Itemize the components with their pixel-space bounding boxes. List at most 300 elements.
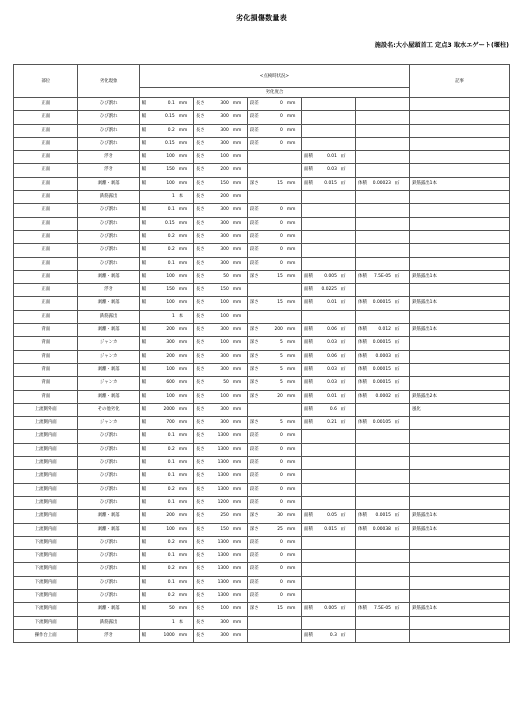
depth-label: 深さ — [247, 510, 257, 523]
width-unit: mm — [178, 284, 194, 297]
volume-value — [366, 403, 394, 416]
part-cell: 正面 — [14, 164, 78, 177]
area-value — [312, 496, 340, 509]
width-value: 700 — [150, 417, 178, 430]
width-unit: mm — [178, 177, 194, 190]
length-unit: mm — [232, 177, 248, 190]
area-unit — [340, 536, 356, 549]
area-unit: ㎡ — [340, 270, 356, 283]
depth-value: 15 — [258, 177, 286, 190]
depth-value: 0 — [258, 204, 286, 217]
length-unit: mm — [232, 257, 248, 270]
depth-unit: mm — [286, 457, 302, 470]
depth-unit: mm — [286, 390, 302, 403]
volume-unit — [394, 430, 410, 443]
table-row — [14, 124, 510, 137]
part-cell: 正面 — [14, 310, 78, 323]
area-value: 0.005 — [312, 603, 340, 616]
depth-label: 段差 — [247, 576, 257, 589]
volume-label: 体積 — [355, 270, 365, 283]
length-label: 長さ — [193, 124, 203, 137]
length-label: 長さ — [193, 470, 203, 483]
depth-label: 深さ — [247, 523, 257, 536]
volume-value — [366, 457, 394, 470]
width-value: 100 — [150, 297, 178, 310]
depth-label: 段差 — [247, 563, 257, 576]
table-row — [14, 457, 510, 470]
length-value: 300 — [204, 98, 232, 111]
remarks-cell — [410, 217, 510, 230]
width-label: 幅 — [139, 510, 149, 523]
width-unit: mm — [178, 111, 194, 124]
length-value: 300 — [204, 244, 232, 257]
part-cell: 下流側内面 — [14, 550, 78, 563]
damage-quantity-table — [13, 64, 510, 643]
volume-value — [366, 257, 394, 270]
table-row — [14, 297, 510, 310]
remarks-cell: 鉄筋露出1本 — [410, 270, 510, 283]
length-unit: mm — [232, 390, 248, 403]
area-value — [312, 98, 340, 111]
table-row — [14, 417, 510, 430]
remarks-cell: 鉄筋露出1本 — [410, 297, 510, 310]
area-unit: ㎡ — [340, 629, 356, 642]
table-row — [14, 496, 510, 509]
phenomenon-cell: ひび割れ — [78, 483, 139, 496]
width-label: 幅 — [139, 457, 149, 470]
length-label: 長さ — [193, 589, 203, 602]
depth-value: 0 — [258, 124, 286, 137]
area-unit: ㎡ — [340, 151, 356, 164]
length-label: 長さ — [193, 284, 203, 297]
remarks-cell — [410, 337, 510, 350]
length-value: 100 — [204, 337, 232, 350]
part-cell: 上流側外面 — [14, 403, 78, 416]
area-value: 0.015 — [312, 523, 340, 536]
width-label: 幅 — [139, 244, 149, 257]
depth-value: 0 — [258, 563, 286, 576]
table-row — [14, 443, 510, 456]
table-row — [14, 284, 510, 297]
depth-label: 段差 — [247, 457, 257, 470]
area-label: 面積 — [301, 363, 311, 376]
length-label: 長さ — [193, 350, 203, 363]
remarks-cell: 鉄筋露出1本 — [410, 324, 510, 337]
area-label — [301, 204, 311, 217]
volume-value — [366, 111, 394, 124]
length-label: 長さ — [193, 483, 203, 496]
depth-unit: mm — [286, 324, 302, 337]
volume-unit: ㎥ — [394, 417, 410, 430]
width-unit: mm — [178, 496, 194, 509]
volume-value: 7.5E-05 — [366, 603, 394, 616]
volume-value — [366, 164, 394, 177]
phenomenon-cell: ひび割れ — [78, 111, 139, 124]
width-value: 600 — [150, 377, 178, 390]
depth-value: 0 — [258, 111, 286, 124]
part-cell: 正面 — [14, 257, 78, 270]
width-value: 0.1 — [150, 576, 178, 589]
area-value: 0.03 — [312, 337, 340, 350]
volume-value — [366, 589, 394, 602]
width-value: 100 — [150, 523, 178, 536]
header-degree: 劣化度合 — [139, 88, 409, 98]
width-label: 幅 — [139, 536, 149, 549]
volume-unit — [394, 589, 410, 602]
area-value — [312, 616, 340, 629]
length-value: 150 — [204, 523, 232, 536]
length-unit: mm — [232, 284, 248, 297]
volume-value: 0.00015 — [366, 337, 394, 350]
table-row — [14, 98, 510, 111]
volume-value: 7.5E-05 — [366, 270, 394, 283]
width-unit: mm — [178, 164, 194, 177]
depth-value — [258, 629, 286, 642]
remarks-cell: 鉄筋露出1本 — [410, 523, 510, 536]
depth-value: 25 — [258, 523, 286, 536]
width-label — [139, 310, 149, 323]
length-label: 長さ — [193, 177, 203, 190]
width-value: 50 — [150, 603, 178, 616]
length-unit: mm — [232, 230, 248, 243]
area-label — [301, 443, 311, 456]
depth-value: 0 — [258, 257, 286, 270]
length-value: 100 — [204, 390, 232, 403]
table-row — [14, 629, 510, 642]
volume-label: 体積 — [355, 390, 365, 403]
depth-value: 0 — [258, 457, 286, 470]
area-label — [301, 470, 311, 483]
area-label — [301, 576, 311, 589]
part-cell: 下流側内面 — [14, 616, 78, 629]
area-unit — [340, 496, 356, 509]
table-row — [14, 536, 510, 549]
width-label: 幅 — [139, 350, 149, 363]
volume-unit — [394, 191, 410, 204]
width-unit: 本 — [178, 191, 194, 204]
header-part: 部位 — [14, 65, 78, 98]
depth-value: 0 — [258, 589, 286, 602]
length-unit: mm — [232, 363, 248, 376]
volume-label — [355, 496, 365, 509]
part-cell: 背面 — [14, 350, 78, 363]
area-label — [301, 217, 311, 230]
width-label: 幅 — [139, 390, 149, 403]
phenomenon-cell: ジャンカ — [78, 417, 139, 430]
table-row — [14, 257, 510, 270]
width-label: 幅 — [139, 111, 149, 124]
part-cell: 正面 — [14, 284, 78, 297]
length-label: 長さ — [193, 457, 203, 470]
volume-unit — [394, 124, 410, 137]
volume-unit — [394, 230, 410, 243]
length-label: 長さ — [193, 337, 203, 350]
depth-unit — [286, 629, 302, 642]
width-value: 200 — [150, 350, 178, 363]
depth-unit: mm — [286, 523, 302, 536]
width-label: 幅 — [139, 230, 149, 243]
table-row — [14, 390, 510, 403]
width-label: 幅 — [139, 377, 149, 390]
length-label: 長さ — [193, 217, 203, 230]
length-value: 300 — [204, 403, 232, 416]
phenomenon-cell: ひび割れ — [78, 217, 139, 230]
volume-unit — [394, 483, 410, 496]
width-value: 0.2 — [150, 443, 178, 456]
part-cell: 背面 — [14, 324, 78, 337]
part-cell: 正面 — [14, 151, 78, 164]
area-unit — [340, 430, 356, 443]
volume-unit: ㎥ — [394, 523, 410, 536]
depth-unit: mm — [286, 363, 302, 376]
volume-unit — [394, 310, 410, 323]
volume-value — [366, 204, 394, 217]
length-unit: mm — [232, 483, 248, 496]
depth-label: 深さ — [247, 377, 257, 390]
volume-label — [355, 563, 365, 576]
volume-value — [366, 496, 394, 509]
phenomenon-cell: ひび割れ — [78, 536, 139, 549]
area-label — [301, 483, 311, 496]
length-unit: mm — [232, 496, 248, 509]
volume-label — [355, 589, 365, 602]
volume-unit: ㎥ — [394, 270, 410, 283]
area-unit: ㎡ — [340, 403, 356, 416]
phenomenon-cell: 剥離・剥落 — [78, 390, 139, 403]
table-row — [14, 324, 510, 337]
length-label: 長さ — [193, 310, 203, 323]
area-value: 0.6 — [312, 403, 340, 416]
length-value: 1300 — [204, 443, 232, 456]
area-label: 面積 — [301, 284, 311, 297]
depth-label: 段差 — [247, 124, 257, 137]
length-value: 100 — [204, 603, 232, 616]
depth-value: 15 — [258, 270, 286, 283]
table-row — [14, 523, 510, 536]
volume-value — [366, 629, 394, 642]
remarks-cell: 鉄筋露出1本 — [410, 510, 510, 523]
table-row — [14, 350, 510, 363]
length-unit: mm — [232, 550, 248, 563]
length-unit: mm — [232, 576, 248, 589]
depth-label — [247, 151, 257, 164]
volume-label — [355, 98, 365, 111]
phenomenon-cell: ひび割れ — [78, 244, 139, 257]
width-unit: mm — [178, 151, 194, 164]
depth-value: 0 — [258, 496, 286, 509]
volume-value: 0.00038 — [366, 523, 394, 536]
phenomenon-cell: その他劣化 — [78, 403, 139, 416]
table-row — [14, 483, 510, 496]
width-unit: mm — [178, 457, 194, 470]
area-unit — [340, 124, 356, 137]
volume-value: 0.00015 — [366, 377, 394, 390]
width-value: 0.2 — [150, 589, 178, 602]
remarks-cell — [410, 350, 510, 363]
depth-value: 30 — [258, 510, 286, 523]
volume-label — [355, 151, 365, 164]
depth-label — [247, 616, 257, 629]
width-value: 150 — [150, 284, 178, 297]
phenomenon-cell: ひび割れ — [78, 230, 139, 243]
length-label: 長さ — [193, 523, 203, 536]
depth-value: 5 — [258, 377, 286, 390]
depth-unit: mm — [286, 337, 302, 350]
length-unit: mm — [232, 297, 248, 310]
depth-label: 段差 — [247, 589, 257, 602]
length-value: 300 — [204, 111, 232, 124]
area-unit: ㎡ — [340, 417, 356, 430]
width-unit: mm — [178, 377, 194, 390]
depth-value: 5 — [258, 337, 286, 350]
area-label: 面積 — [301, 151, 311, 164]
depth-label: 深さ — [247, 390, 257, 403]
volume-value: 0.0002 — [366, 390, 394, 403]
area-unit — [340, 310, 356, 323]
length-value: 300 — [204, 204, 232, 217]
length-unit: mm — [232, 137, 248, 150]
depth-unit: mm — [286, 483, 302, 496]
volume-unit — [394, 616, 410, 629]
volume-value: 0.00023 — [366, 177, 394, 190]
area-unit: ㎡ — [340, 284, 356, 297]
phenomenon-cell: ひび割れ — [78, 124, 139, 137]
width-label: 幅 — [139, 603, 149, 616]
depth-unit — [286, 616, 302, 629]
width-unit: mm — [178, 217, 194, 230]
length-unit: mm — [232, 98, 248, 111]
part-cell: 上流側内面 — [14, 510, 78, 523]
width-value: 0.1 — [150, 550, 178, 563]
phenomenon-cell: 浮き — [78, 164, 139, 177]
area-unit — [340, 443, 356, 456]
width-value: 0.15 — [150, 111, 178, 124]
area-unit — [340, 576, 356, 589]
length-label: 長さ — [193, 363, 203, 376]
width-value: 0.2 — [150, 563, 178, 576]
width-unit: mm — [178, 510, 194, 523]
volume-value — [366, 98, 394, 111]
width-label: 幅 — [139, 284, 149, 297]
length-label: 長さ — [193, 164, 203, 177]
volume-unit: ㎥ — [394, 337, 410, 350]
length-unit: mm — [232, 217, 248, 230]
depth-unit: mm — [286, 470, 302, 483]
part-cell: 背面 — [14, 363, 78, 376]
volume-value: 0.00105 — [366, 417, 394, 430]
volume-label — [355, 111, 365, 124]
remarks-cell — [410, 98, 510, 111]
width-value: 100 — [150, 151, 178, 164]
length-value: 300 — [204, 363, 232, 376]
length-value: 100 — [204, 310, 232, 323]
volume-label — [355, 257, 365, 270]
width-unit: mm — [178, 536, 194, 549]
depth-unit: mm — [286, 124, 302, 137]
part-cell: 正面 — [14, 217, 78, 230]
depth-unit: mm — [286, 98, 302, 111]
area-value: 0.03 — [312, 377, 340, 390]
area-value: 0.01 — [312, 390, 340, 403]
area-unit — [340, 230, 356, 243]
depth-value: 0 — [258, 443, 286, 456]
length-value: 1300 — [204, 563, 232, 576]
width-label: 幅 — [139, 443, 149, 456]
area-value: 0.005 — [312, 270, 340, 283]
depth-label: 段差 — [247, 98, 257, 111]
part-cell: 正面 — [14, 98, 78, 111]
depth-unit — [286, 191, 302, 204]
area-unit — [340, 98, 356, 111]
depth-unit — [286, 310, 302, 323]
length-label: 長さ — [193, 137, 203, 150]
width-label — [139, 191, 149, 204]
area-value: 0.3 — [312, 629, 340, 642]
width-value: 100 — [150, 270, 178, 283]
length-value: 300 — [204, 257, 232, 270]
width-value: 0.2 — [150, 483, 178, 496]
width-label: 幅 — [139, 576, 149, 589]
depth-unit: mm — [286, 510, 302, 523]
depth-label: 段差 — [247, 217, 257, 230]
area-unit — [340, 191, 356, 204]
width-label: 幅 — [139, 324, 149, 337]
phenomenon-cell: 浮き — [78, 151, 139, 164]
depth-unit: mm — [286, 563, 302, 576]
area-value: 0.015 — [312, 177, 340, 190]
area-value: 0.21 — [312, 417, 340, 430]
width-unit: mm — [178, 443, 194, 456]
length-value: 1300 — [204, 457, 232, 470]
area-label: 面積 — [301, 270, 311, 283]
volume-label — [355, 550, 365, 563]
table-row — [14, 270, 510, 283]
area-unit: ㎡ — [340, 510, 356, 523]
area-label — [301, 589, 311, 602]
volume-label — [355, 191, 365, 204]
area-unit — [340, 217, 356, 230]
part-cell: 正面 — [14, 270, 78, 283]
area-unit: ㎡ — [340, 363, 356, 376]
part-cell: 正面 — [14, 244, 78, 257]
depth-unit: mm — [286, 443, 302, 456]
area-label: 面積 — [301, 417, 311, 430]
area-label: 面積 — [301, 350, 311, 363]
volume-label — [355, 457, 365, 470]
width-unit: mm — [178, 470, 194, 483]
part-cell: 下流側内面 — [14, 563, 78, 576]
area-unit: ㎡ — [340, 603, 356, 616]
depth-value — [258, 403, 286, 416]
facility-name: 施設名:大小屋頭首工 定点3 取水エゲート(堰柱) — [374, 42, 509, 49]
depth-unit: mm — [286, 550, 302, 563]
part-cell: 上流側内面 — [14, 523, 78, 536]
area-value: 0.03 — [312, 363, 340, 376]
area-label — [301, 124, 311, 137]
header-remarks: 記事 — [410, 65, 510, 98]
width-label: 幅 — [139, 363, 149, 376]
depth-unit — [286, 164, 302, 177]
volume-value: 0.00015 — [366, 297, 394, 310]
depth-label: 段差 — [247, 230, 257, 243]
volume-label — [355, 137, 365, 150]
depth-value: 0 — [258, 483, 286, 496]
phenomenon-cell: ひび割れ — [78, 443, 139, 456]
volume-label — [355, 284, 365, 297]
depth-value: 0 — [258, 244, 286, 257]
width-unit: mm — [178, 550, 194, 563]
remarks-cell — [410, 284, 510, 297]
